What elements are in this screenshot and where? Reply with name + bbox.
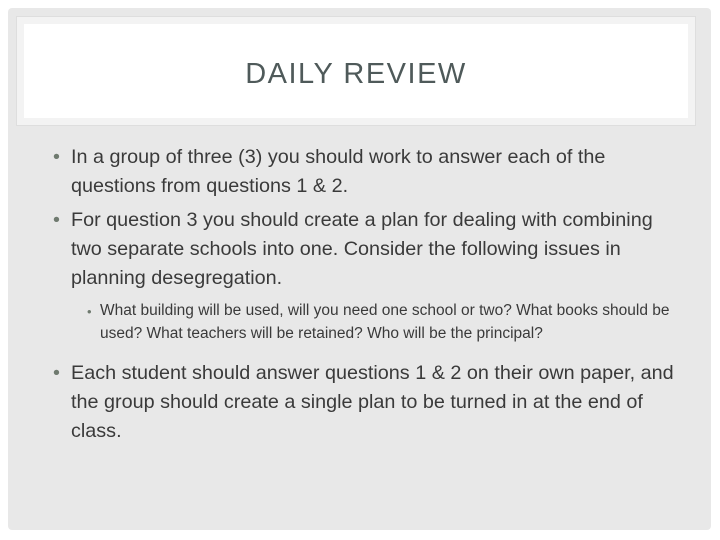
bullet-text: In a group of three (3) you should work to answer each of the questions from questions 1 & 2. [71, 146, 606, 197]
bullet-text: Each student should answer questions 1 & 2 on their own paper, and the group should create a single plan to be turned in at the end of class. [71, 362, 674, 442]
bullet-marker: • [53, 146, 60, 168]
sub-bullet-item [87, 299, 688, 345]
sub-bullet-text: What building will be used, will you need one school or two? What books should be used? What teachers will be retained? Who will be the principal? [100, 302, 670, 342]
slide-title: DAILY REVIEW [245, 58, 467, 90]
bullet-text: For question 3 you should create a plan for dealing with combining two separate schools into one. Consider the following issues in planning desegregation. [71, 209, 653, 289]
bullet-item [53, 359, 688, 446]
bullet-marker: • [53, 209, 60, 231]
slide-body [53, 143, 688, 451]
sub-bullet-marker: • [87, 304, 92, 319]
title-box [17, 17, 695, 125]
bullet-item [53, 206, 688, 293]
bullet-marker: • [53, 362, 60, 384]
bullet-item [53, 143, 688, 201]
